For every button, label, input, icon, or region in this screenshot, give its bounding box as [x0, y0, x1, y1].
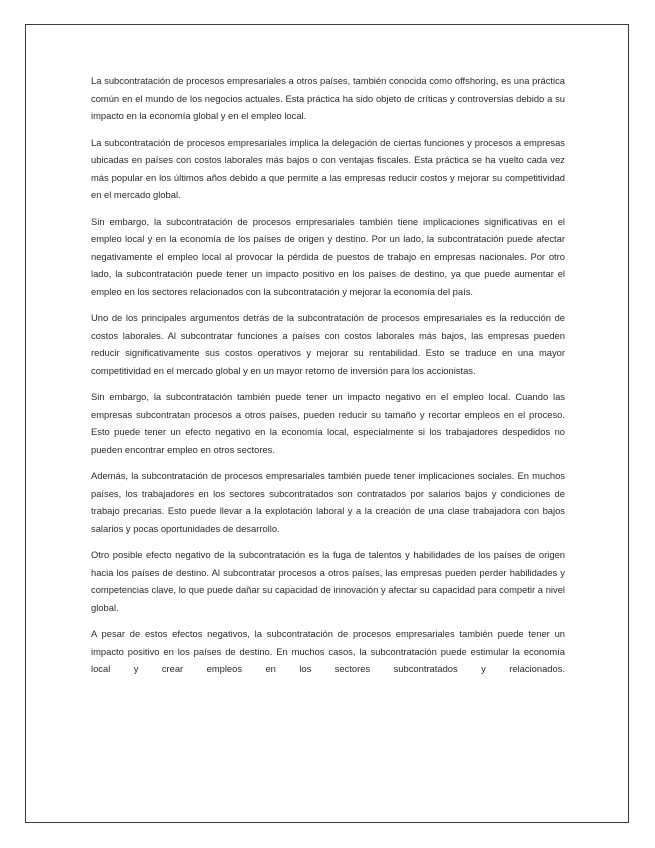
document-body — [91, 72, 565, 678]
paragraph: Otro posible efecto negativo de la subcontratación es la fuga de talentos y habilidades de los países de origen hacia los países de destino. Al subcontratar procesos a otros países, las empresas pueden perder habilidades y competencias clave, lo que puede dañar su capacidad de innovación y afectar su capacidad para competir a nivel global. — [91, 549, 565, 613]
paragraph: Sin embargo, la subcontratación también puede tener un impacto negativo en el empleo local. Cuando las empresas subcontratan procesos a otros países, pueden reducir su tamaño y recortar empleos en el proceso. Esto puede tener un efecto negativo en la economía local, especialmente si los trabajadores despedidos no pueden encontrar empleo en otros sectores. — [91, 391, 565, 455]
document-page — [25, 24, 629, 823]
paragraph: La subcontratación de procesos empresariales implica la delegación de ciertas funciones y procesos a empresas ubicadas en países con costos laborales más bajos o con ventajas fiscales. Esta práctica se ha vuelto cada vez más popular en los últimos años debido a que permite a las empresas reducir costos y mejorar su competitividad en el mercado global. — [91, 136, 565, 200]
paragraph: Además, la subcontratación de procesos empresariales también puede tener implicaciones sociales. En muchos países, los trabajadores en los sectores subcontratados son contratados por salarios bajos y condiciones de trabajo precarias. Esto puede llevar a la explotación laboral y a la creación de una clase trabajadora con bajos salarios y pocas oportunidades de desarrollo. — [91, 470, 565, 534]
paragraph: La subcontratación de procesos empresariales a otros países, también conocida como offshoring, es una práctica común en el mundo de los negocios actuales. Esta práctica ha sido objeto de críticas y controversias debido a su impacto en la economía global y en el empleo local. — [91, 75, 565, 121]
paragraph: Uno de los principales argumentos detrás de la subcontratación de procesos empresariales es la reducción de costos laborales. Al subcontratar funciones a países con costos laborales más bajos, las empresas pueden reducir significativamente sus costos operativos y mejorar su rentabilidad. Esto se traduce en una mayor competitividad en el mercado global y en un mayor retorno de inversión para los accionistas. — [91, 312, 565, 376]
paragraph: Sin embargo, la subcontratación de procesos empresariales también tiene implicaciones significativas en el empleo local y en la economía de los países de origen y destino. Por un lado, la subcontratación puede afectar negativamente el empleo local al provocar la pérdida de puestos de trabajo en empresas nacionales. Por otro lado, la subcontratación puede tener un impacto positivo en los países de destino, ya que puede aumentar el empleo en los sectores relacionados con la subcontratación y mejorar la economía del país. — [91, 215, 565, 297]
paragraph: A pesar de estos efectos negativos, la subcontratación de procesos empresariales también puede tener un impacto positivo en los países de destino. En muchos casos, la subcontratación puede estimular la economía local y crear empleos en los sectores subcontratados y relacionados. — [91, 628, 565, 674]
